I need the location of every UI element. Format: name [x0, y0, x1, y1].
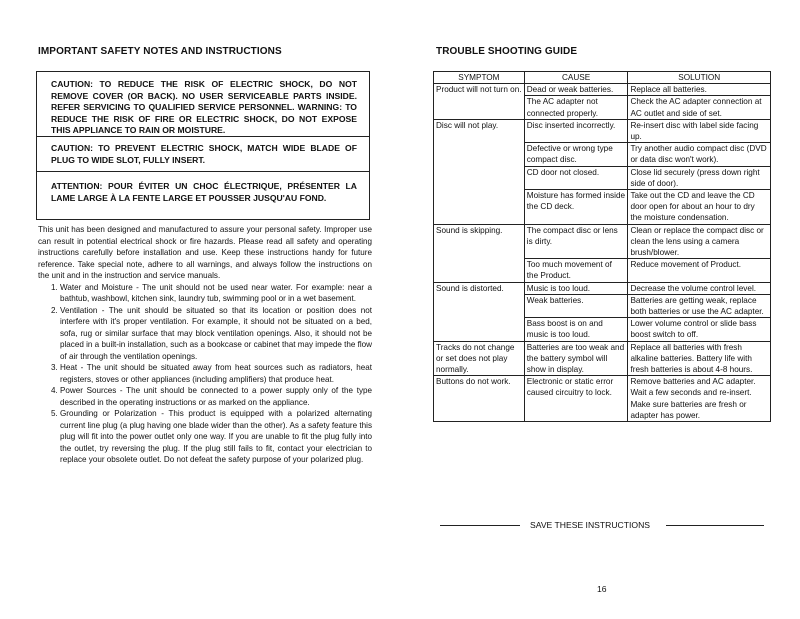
table-row [434, 96, 771, 119]
symptom-cell [434, 143, 525, 166]
table-row [434, 282, 771, 294]
cause-cell: Disc inserted incorrectly. [524, 119, 628, 142]
cause-cell: CD door not closed. [524, 166, 628, 189]
symptom-cell: Product will not turn on. [434, 84, 525, 96]
solution-cell: Check the AC adapter connection at AC outlet and side of set. [628, 96, 771, 119]
attention-french: ATTENTION: POUR ÉVITER UN CHOC ÉLECTRIQUE, PRÉSENTER LA LAME LARGE À LA FENTE LARGE ET POUSSER JUSQU'AU FOND. [51, 181, 357, 203]
safety-body [38, 224, 372, 466]
table-row [434, 318, 771, 341]
solution-cell: Replace all batteries with fresh alkaline batteries. Battery life with fresh batteries is about 4-8 hours. [628, 341, 771, 376]
solution-cell: Take out the CD and leave the CD door open for about an hour to dry the moisture condensation. [628, 190, 771, 225]
safety-heading: IMPORTANT SAFETY NOTES AND INSTRUCTIONS [38, 46, 282, 57]
page-number: 16 [597, 584, 607, 594]
table-row [434, 294, 771, 317]
safety-item: 3. Heat - The unit should be situated away from heat sources such as radiators, heat registers, stoves or other appliances (including amplifiers) that produce heat. [60, 362, 372, 385]
column-header-solution: SOLUTION [628, 72, 771, 84]
cause-cell: Dead or weak batteries. [524, 84, 628, 96]
cause-cell: Batteries are too weak and the battery symbol will show in display. [524, 341, 628, 376]
symptom-cell: Sound is skipping. [434, 224, 525, 259]
symptom-cell: Disc will not play. [434, 119, 525, 142]
troubleshooting-table [433, 71, 771, 422]
solution-cell: Replace all batteries. [628, 84, 771, 96]
solution-cell: Lower volume control or slide bass boost switch to off. [628, 318, 771, 341]
cause-cell: Weak batteries. [524, 294, 628, 317]
table-header-row [434, 72, 771, 84]
table-row [434, 190, 771, 225]
symptom-cell [434, 166, 525, 189]
solution-cell: Remove batteries and AC adapter. Wait a few seconds and re-insert. Make sure batteries are fresh or adapter has power. [628, 376, 771, 422]
safety-item: 5. Grounding or Polarization - This product is equipped with a polarized alternating current line plug (a plug having one blade wider than the other). As a safety feature this plug will fit into the power outlet only one way. If you are unable to fit the plug fully into the outlet, try reversing the plug. If the plug still fails to fit, contact your electrician to replace your obsolete outlet. Do not defeat the safety purpose of your polarized plug. [60, 408, 372, 466]
troubleshooting-heading: TROUBLE SHOOTING GUIDE [436, 46, 578, 57]
cause-cell: Music is too loud. [524, 282, 628, 294]
symptom-cell [434, 259, 525, 282]
table-row [434, 143, 771, 166]
table-row [434, 166, 771, 189]
solution-cell: Clean or replace the compact disc or clean the lens using a camera brush/blower. [628, 224, 771, 259]
table-row [434, 259, 771, 282]
symptom-cell: Buttons do not work. [434, 376, 525, 422]
safety-list [38, 282, 372, 466]
column-header-symptom: SYMPTOM [434, 72, 525, 84]
footer-rule-left [440, 525, 520, 526]
caution-plug: CAUTION: TO PREVENT ELECTRIC SHOCK, MATCH WIDE BLADE OF PLUG TO WIDE SLOT, FULLY INSERT. [51, 143, 357, 165]
symptom-cell [434, 96, 525, 119]
solution-cell: Reduce movement of Product. [628, 259, 771, 282]
cause-cell: Too much movement of the Product. [524, 259, 628, 282]
cause-cell: Defective or wrong type compact disc. [524, 143, 628, 166]
safety-intro: This unit has been designed and manufactured to assure your personal safety. Improper use can result in potential electrical shock or fire hazards. Please read all safety and operating instructions carefully before installation and use. Keep these instructions handy for future reference. Take special note, adhere to all warnings, and always follow the instructions on the unit and in the instruction and service manuals. [38, 225, 372, 280]
caution-box [36, 71, 370, 220]
solution-cell: Decrease the volume control level. [628, 282, 771, 294]
column-header-cause: CAUSE [524, 72, 628, 84]
cause-cell: Bass boost is on and music is too loud. [524, 318, 628, 341]
table-row [434, 376, 771, 422]
solution-cell: Re-insert disc with label side facing up. [628, 119, 771, 142]
safety-item: 4. Power Sources - The unit should be connected to a power supply only of the type described in the operating instructions or as marked on the appliance. [60, 385, 372, 408]
cause-cell: The compact disc or lens is dirty. [524, 224, 628, 259]
solution-cell: Batteries are getting weak, replace both batteries or use the AC adapter. [628, 294, 771, 317]
table-row [434, 224, 771, 259]
caution-electric-shock: CAUTION: TO REDUCE THE RISK OF ELECTRIC SHOCK, DO NOT REMOVE COVER (OR BACK). NO USER SERVICEABLE PARTS INSIDE. REFER SERVICING TO QUALIFIED SERVICE PERSONNEL. WARNING: TO REDUCE THE RISK OF FIRE OR ELECTRIC SHOCK, DO NOT EXPOSE THIS APPLIANCE TO RAIN OR MOISTURE. [51, 79, 357, 136]
table-row [434, 84, 771, 96]
symptom-cell: Tracks do not change or set does not play normally. [434, 341, 525, 376]
footer-save-instructions: SAVE THESE INSTRUCTIONS [530, 520, 651, 530]
table-row [434, 341, 771, 376]
symptom-cell [434, 294, 525, 317]
cause-cell: Electronic or static error caused circuitry to lock. [524, 376, 628, 422]
safety-item: 1. Water and Moisture - The unit should not be used near water. For example: near a bathtub, washbowl, kitchen sink, laundry tub, swimming pool or in a wet basement. [60, 282, 372, 305]
solution-cell: Try another audio compact disc (DVD or data disc won't work). [628, 143, 771, 166]
cause-cell: The AC adapter not connected properly. [524, 96, 628, 119]
caution-divider [37, 136, 369, 137]
table-row [434, 119, 771, 142]
solution-cell: Close lid securely (press down right side of door). [628, 166, 771, 189]
caution-divider [37, 171, 369, 172]
symptom-cell [434, 318, 525, 341]
symptom-cell: Sound is distorted. [434, 282, 525, 294]
cause-cell: Moisture has formed inside the CD deck. [524, 190, 628, 225]
footer-rule-right [666, 525, 764, 526]
safety-item: 2. Ventilation - The unit should be situated so that its location or position does not interfere with it's proper ventilation. For example, it should not be situated on a bed, sofa, rug or similar surface that may block ventilation openings. Also, it should not be placed in a built-in installation, such as a bookcase or cabinet that may impede the flow of air through the ventilation openings. [60, 305, 372, 363]
symptom-cell [434, 190, 525, 225]
